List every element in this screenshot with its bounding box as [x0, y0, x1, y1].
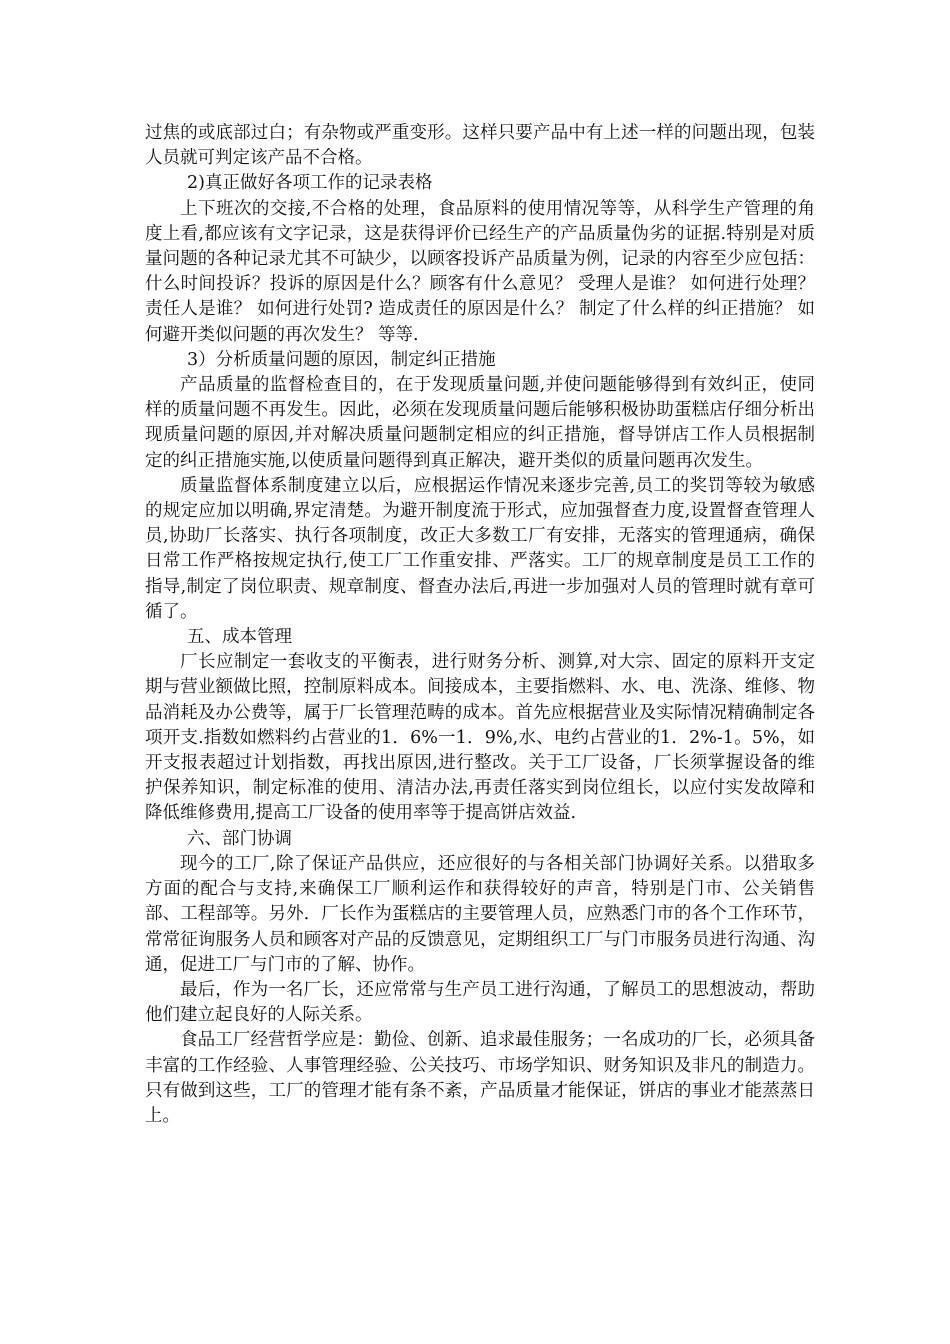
paragraph-supervision-system: 质量监督体系制度建立以后，应根据运作情况来逐步完善,员工的奖罚等较为敏感的规定应加以明确,界定清楚。为避开制度流于形式，应加强督查力度,设置督查管理人员,协助厂长落实、执行各项制度，改正大多数工厂有安排，无落实的管理通病，确保日常工作严格按规定执行,使工厂工作重安排、严落实。工厂的规章制度是员工工作的指导,制定了岗位职责、规章制度、督查办法后,再进一步加强对人员的管理时就有章可循了。 — [145, 475, 815, 622]
paragraph-department-coordination: 现今的工厂,除了保证产品供应，还应很好的与各相关部门协调好关系。以猎取多方面的配合与支持,来确保工厂顺利运作和获得较好的声音，特别是门市、公关销售部、工程部等。另外．厂长作为蛋糕店的主要管理人员，应熟悉门市的各个工作环节，常常征询服务人员和顾客对产品的反馈意见，定期组织工厂与门市服务员进行沟通、沟通，促进工厂与门市的了解、协作。 — [145, 853, 815, 975]
section-heading-cost-management: 五、成本管理 — [187, 627, 292, 648]
paragraph-records: 上下班次的交接,不合格的处理，食品原料的使用情况等等，从科学生产管理的角度上看,都应该有文字记录，这是获得评价已经生产的产品质量伪劣的证据.特别是对质量问题的各种记录尤其不可缺少，以顾客投诉产品质量为例，记录的内容至少应包括：什么时间投诉？投诉的原因是什么？顾客有什么意见？ 受理人是谁？ 如何进行处理？ 责任人是谁？ 如何进行处罚? 造成责任的原因是什么？ 制定了什么样的纠正措施？ 如何避开类似问题的再次发生？ 等等. — [145, 198, 815, 345]
paragraph-continuation: 过焦的或底部过白；有杂物或严重变形。这样只要产品中有上述一样的问题出现，包装人员就可判定该产品不合格。 — [145, 123, 815, 169]
section-heading-record-forms: 2)真正做好各项工作的记录表格 — [187, 173, 433, 194]
section-heading-department-coordination: 六、部门协调 — [187, 828, 292, 849]
paragraph-philosophy: 食品工厂经营哲学应是：勤俭、创新、追求最佳服务；一名成功的厂长，必须具备丰富的工作经验、人事管理经验、公关技巧、市场学知识、财务知识及非凡的制造力。只有做到这些，工厂的管理才能有条不紊，产品质量才能保证，饼店的事业才能蒸蒸日上。 — [145, 1030, 815, 1126]
section-heading-analyze-causes: 3）分析质量问题的原因，制定纠正措施 — [187, 349, 496, 370]
paragraph-quality-inspection: 产品质量的监督检查目的，在于发现质量问题,并使问题能够得到有效纠正，使同样的质量问题不再发生。因此，必须在发现质量问题后能够积极协助蛋糕店仔细分析出现质量问题的原因,并对解决质量问题制定相应的纠正措施，督导饼店工作人员根据制定的纠正措施实施,以使质量问题得到真正解决，避开类似的质量问题再次发生。 — [145, 375, 815, 471]
paragraph-staff-communication: 最后，作为一名厂长，还应常常与生产员工进行沟通，了解员工的思想波动，帮助他们建立起良好的人际关系。 — [145, 979, 815, 1026]
document-body — [145, 121, 815, 1129]
paragraph-cost-management: 厂长应制定一套收支的平衡表，进行财务分析、测算,对大宗、固定的原料开支定期与营业额做比照，控制原料成本。间接成本，主要指燃料、水、电、洗涤、维修、物品消耗及办公费等，属于厂长管理范畴的成本。首先应根据营业及实际情况精确制定各项开支.指数如燃料约占营业的1．6%一1．9%,水、电约占营业的1．2%-1。5%，如开支报表超过计划指数，再找出原因,进行整改。关于工厂设备，厂长须掌握设备的维护保养知识，制定标准的使用、清洁办法,再责任落实到岗位组长，以应付实发故障和降低维修费用,提高工厂设备的使用率等于提高饼店效益. — [145, 652, 815, 824]
